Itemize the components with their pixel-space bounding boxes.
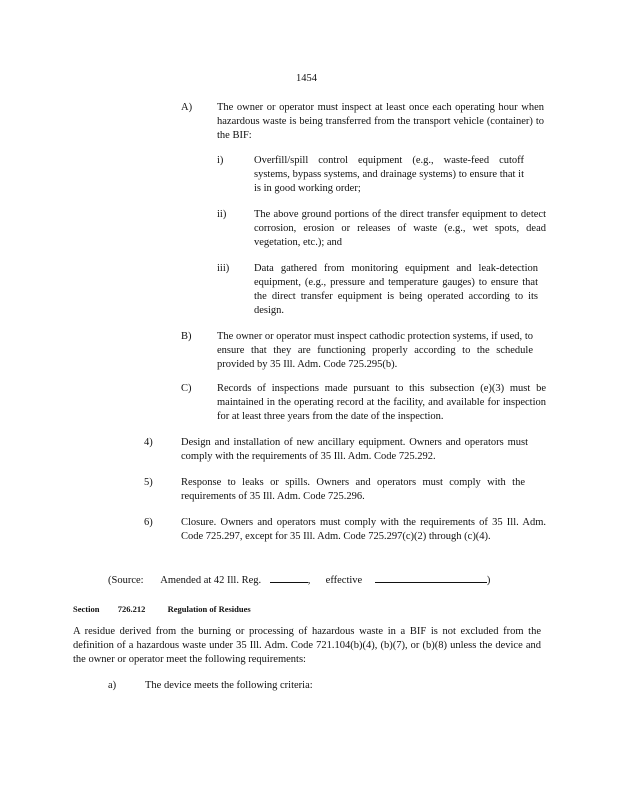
item-label-C: C) — [181, 383, 192, 394]
item-text-iii: Data gathered from monitoring equipment and leak-detection equipment, (e.g., pressure and temperature gauges) to ensure that the direct transfer equipment is being operated according to its design. — [254, 263, 538, 316]
source-amended: Amended at 42 Ill. Reg. — [160, 575, 262, 586]
body-paragraph: A residue derived from the burning or processing of hazardous waste in a BIF is not excluded from the definition of a hazardous waste under 35 Ill. Adm. Code 721.104(b)(4), (b)(7), or (b)(8) unless the device and the owner or operator meet the following requirements: — [73, 626, 541, 665]
section-heading — [73, 602, 251, 616]
item-text-4: Design and installation of new ancillary equipment. Owners and operators must comply with the requirements of 35 Ill. Adm. Code 725.292. — [181, 437, 528, 462]
source-open: (Source: — [108, 575, 144, 586]
item-text-A: The owner or operator must inspect at least once each operating hour when hazardous waste is being transferred from the transport vehicle (container) to the BIF: — [217, 102, 544, 141]
item-text-C: Records of inspections made pursuant to this subsection (e)(3) must be maintained in the operating record at the facility, and available for inspection for at least three years from the date of the inspection. — [217, 383, 546, 422]
source-comma: , — [307, 575, 311, 586]
item-label-i: i) — [217, 155, 224, 166]
item-label-6: 6) — [144, 517, 153, 528]
item-text-ii: The above ground portions of the direct transfer equipment to detect corrosion, erosion or releases of waste (e.g., wet spots, dead vegetation, etc.); and — [254, 209, 546, 248]
item-text-5: Response to leaks or spills. Owners and operators must comply with the requirements of 35 Ill. Adm. Code 725.296. — [181, 477, 525, 502]
item-label-B: B) — [181, 331, 192, 342]
item-label-5: 5) — [144, 477, 153, 488]
item-label-ii: ii) — [217, 209, 227, 220]
sub-item-label-a: a) — [108, 680, 117, 691]
effective-date-blank — [375, 572, 487, 583]
source-effective: effective — [325, 575, 363, 586]
section-label: Section — [73, 604, 100, 614]
source-note — [108, 572, 490, 588]
section-number: 726.212 — [117, 604, 146, 614]
section-title: Regulation of Residues — [167, 604, 251, 614]
register-blank — [270, 572, 308, 583]
item-text-i: Overfill/spill control equipment (e.g., waste-feed cutoff systems, bypass systems, and drainage systems) to ensure that it is in good working order; — [254, 155, 524, 194]
sub-item-text-a: The device meets the following criteria: — [145, 680, 313, 691]
item-label-iii: iii) — [217, 263, 230, 274]
item-text-6: Closure. Owners and operators must comply with the requirements of 35 Ill. Adm. Code 725.297, except for 35 Ill. Adm. Code 725.297(c)(2) through (c)(4). — [181, 517, 546, 542]
page-number: 1454 — [296, 73, 317, 84]
source-close: ) — [486, 575, 491, 586]
item-text-B: The owner or operator must inspect cathodic protection systems, if used, to ensure that they are functioning properly according to the schedule provided by 35 Ill. Adm. Code 725.295(b). — [217, 331, 533, 370]
item-label-4: 4) — [144, 437, 153, 448]
item-label-A: A) — [181, 102, 193, 113]
